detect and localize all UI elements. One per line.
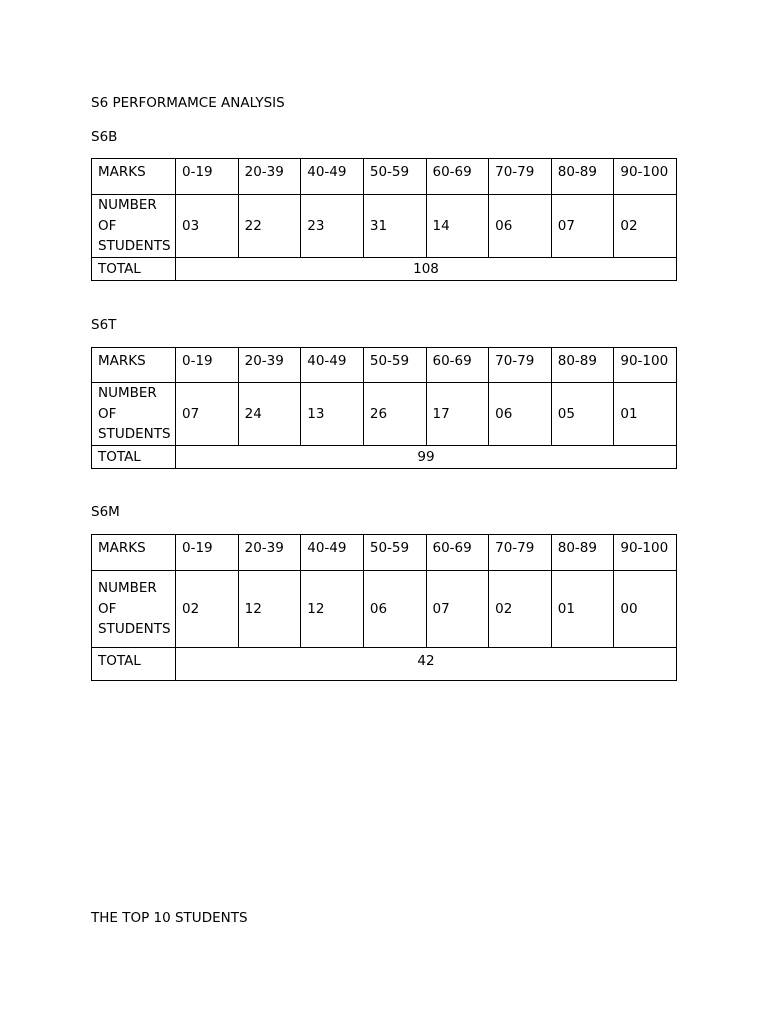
range-cell: 0-19 <box>176 348 239 383</box>
count-row <box>92 383 677 446</box>
number-label-line: OF <box>98 217 117 234</box>
number-label-line: NUMBER <box>98 580 157 597</box>
range-cell: 40-49 <box>301 535 364 571</box>
number-label-line: STUDENTS <box>98 426 171 443</box>
count-cell: 13 <box>301 383 364 446</box>
total-row <box>92 258 677 281</box>
range-cell: 50-59 <box>363 159 426 195</box>
range-cell: 0-19 <box>176 535 239 571</box>
range-cell: 0-19 <box>176 159 239 195</box>
total-row <box>92 648 677 681</box>
marks-label: MARKS <box>92 348 176 383</box>
marks-table <box>91 158 677 281</box>
count-cell: 07 <box>426 571 489 648</box>
range-cell: 90-100 <box>614 348 677 383</box>
total-label: TOTAL <box>92 648 176 681</box>
top-students-heading: THE TOP 10 STUDENTS <box>91 910 248 926</box>
range-cell: 80-89 <box>551 348 614 383</box>
range-cell: 50-59 <box>363 535 426 571</box>
range-cell: 20-39 <box>238 535 301 571</box>
number-label-line: OF <box>98 600 117 617</box>
number-label-line: STUDENTS <box>98 621 171 638</box>
count-cell: 26 <box>363 383 426 446</box>
range-cell: 20-39 <box>238 348 301 383</box>
count-cell: 03 <box>176 195 239 258</box>
count-cell: 31 <box>363 195 426 258</box>
range-cell: 40-49 <box>301 159 364 195</box>
range-cell: 80-89 <box>551 535 614 571</box>
document-title: S6 PERFORMAMCE ANALYSIS <box>91 95 285 111</box>
count-cell: 12 <box>301 571 364 648</box>
range-cell: 20-39 <box>238 159 301 195</box>
range-cell: 40-49 <box>301 348 364 383</box>
range-cell: 70-79 <box>489 348 552 383</box>
marks-label: MARKS <box>92 159 176 195</box>
marks-table <box>91 534 677 681</box>
section-title: S6M <box>91 504 120 520</box>
marks-row <box>92 159 677 195</box>
count-cell: 06 <box>363 571 426 648</box>
count-cell: 14 <box>426 195 489 258</box>
range-cell: 60-69 <box>426 159 489 195</box>
count-cell: 07 <box>176 383 239 446</box>
marks-row <box>92 535 677 571</box>
count-cell: 02 <box>489 571 552 648</box>
count-cell: 01 <box>614 383 677 446</box>
count-cell: 02 <box>176 571 239 648</box>
count-cell: 23 <box>301 195 364 258</box>
count-row <box>92 571 677 648</box>
range-cell: 60-69 <box>426 535 489 571</box>
range-cell: 70-79 <box>489 535 552 571</box>
number-label-line: STUDENTS <box>98 238 171 255</box>
range-cell: 90-100 <box>614 159 677 195</box>
count-cell: 06 <box>489 195 552 258</box>
count-cell: 22 <box>238 195 301 258</box>
count-cell: 17 <box>426 383 489 446</box>
number-label-line: NUMBER <box>98 197 157 214</box>
count-cell: 02 <box>614 195 677 258</box>
number-of-students-label <box>92 195 176 258</box>
section-title: S6T <box>91 317 117 333</box>
count-cell: 07 <box>551 195 614 258</box>
count-cell: 00 <box>614 571 677 648</box>
marks-label: MARKS <box>92 535 176 571</box>
marks-row <box>92 348 677 383</box>
count-cell: 05 <box>551 383 614 446</box>
total-value: 108 <box>176 258 677 281</box>
number-label-line: OF <box>98 405 117 422</box>
range-cell: 90-100 <box>614 535 677 571</box>
number-of-students-label <box>92 571 176 648</box>
count-cell: 12 <box>238 571 301 648</box>
count-row <box>92 195 677 258</box>
total-label: TOTAL <box>92 446 176 469</box>
marks-table <box>91 347 677 469</box>
range-cell: 70-79 <box>489 159 552 195</box>
section-s6t <box>91 316 677 469</box>
count-cell: 24 <box>238 383 301 446</box>
section-s6b <box>91 128 677 281</box>
range-cell: 50-59 <box>363 348 426 383</box>
total-row <box>92 446 677 469</box>
total-value: 99 <box>176 446 677 469</box>
total-value: 42 <box>176 648 677 681</box>
section-s6m <box>91 503 677 681</box>
range-cell: 80-89 <box>551 159 614 195</box>
count-cell: 06 <box>489 383 552 446</box>
number-label-line: NUMBER <box>98 385 157 402</box>
section-title: S6B <box>91 129 118 145</box>
range-cell: 60-69 <box>426 348 489 383</box>
number-of-students-label <box>92 383 176 446</box>
total-label: TOTAL <box>92 258 176 281</box>
count-cell: 01 <box>551 571 614 648</box>
